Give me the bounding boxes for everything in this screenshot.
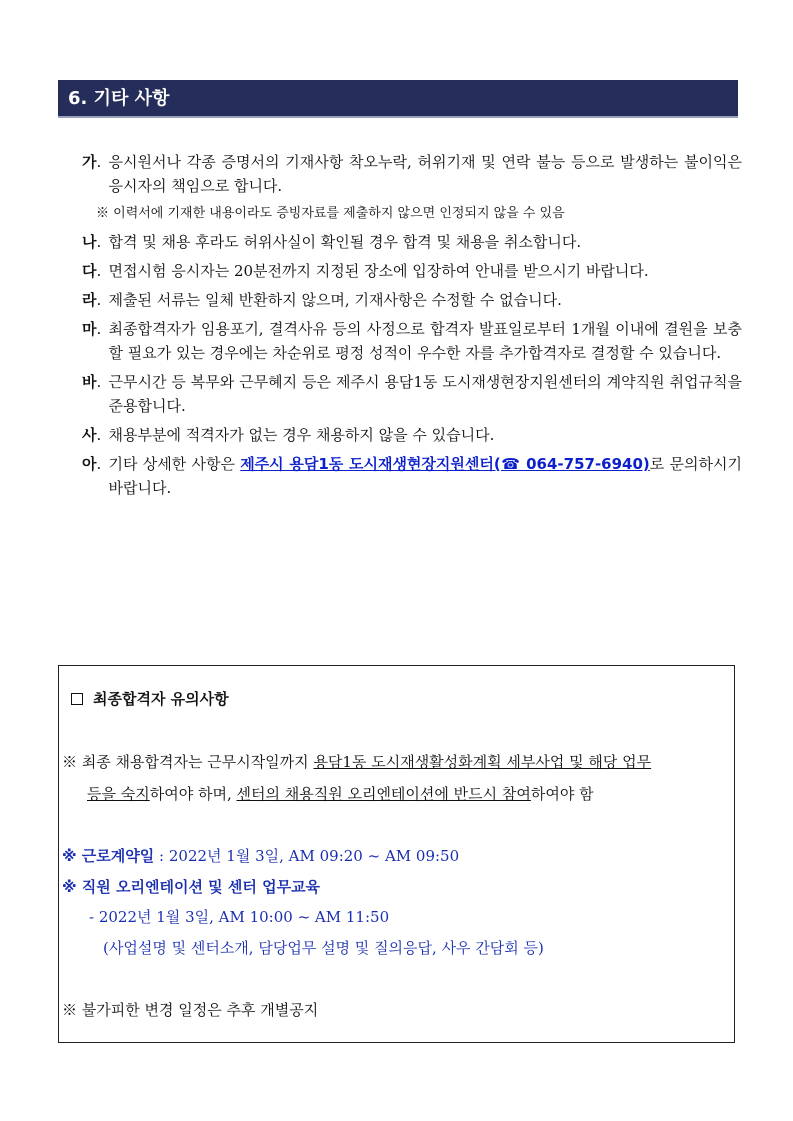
item-text: 면접시험 응시자는 20분전까지 지정된 장소에 입장하여 안내를 받으시기 바랍니다. bbox=[108, 262, 649, 280]
contract-date bbox=[62, 844, 459, 868]
section-header bbox=[58, 80, 738, 118]
list-item: 가 . 응시원서나 각종 증명서의 기재사항 착오누락, 허위기재 및 연락 불능 등으로 발생하는 불이익은 응시자의 책임으로 합니다. bbox=[82, 150, 742, 198]
item-text: 제출된 서류는 일체 반환하지 않으며, 기재사항은 수정할 수 없습니다. bbox=[108, 291, 562, 309]
item-marker: 가 bbox=[82, 153, 97, 171]
list-item: 바 . 근무시간 등 복무와 근무혜지 등은 제주시 용담1동 도시재생현장지원센터의 계약직원 취업규칙을 준용합니다. bbox=[82, 370, 742, 418]
final-notice-box bbox=[58, 665, 735, 1043]
contact-link[interactable]: 제주시 용담1동 도시재생현장지원센터(☎ 064-757-6940) bbox=[240, 455, 650, 473]
section-title: 6. 기타 사항 bbox=[68, 88, 170, 109]
item-text: 응시원서나 각종 증명서의 기재사항 착오누락, 허위기재 및 연락 불능 등으로 발생하는 불이익은 응시자의 책임으로 합니다. bbox=[108, 153, 742, 195]
requirement-underline: 용담1동 도시재생활성화계획 세부사업 및 해당 업무 bbox=[313, 753, 652, 771]
requirement-text: 하여야 함 bbox=[530, 785, 594, 803]
item-marker: 아 bbox=[82, 455, 97, 473]
item-text: 근무시간 등 복무와 근무혜지 등은 제주시 용담1동 도시재생현장지원센터의 계약직원 취업규칙을 준용합니다. bbox=[108, 373, 742, 415]
list-item: 라 . 제출된 서류는 일체 반환하지 않으며, 기재사항은 수정할 수 없습니다. bbox=[82, 288, 742, 312]
orientation-label: ※ 직원 오리엔테이션 및 센터 업무교육 bbox=[62, 878, 321, 896]
list-item: 아 . 기타 상세한 사항은 제주시 용담1동 도시재생현장지원센터(☎ 064-757-6940)로 문의하시기 바랍니다. bbox=[82, 452, 742, 500]
contract-value: : 2022년 1월 3일, AM 09:20 ~ AM 09:50 bbox=[154, 847, 460, 865]
item-text bbox=[109, 452, 743, 500]
list-item: 다 . 면접시험 응시자는 20분전까지 지정된 장소에 입장하여 안내를 받으시기 바랍니다. bbox=[82, 259, 742, 283]
item-marker: 마 bbox=[82, 320, 97, 338]
requirement-text: 하여야 하며, bbox=[149, 785, 237, 803]
hire-requirement-cont bbox=[87, 782, 594, 806]
requirement-underline: 등을 숙지 bbox=[87, 785, 150, 803]
item-text: 채용부분에 적격자가 없는 경우 채용하지 않을 수 있습니다. bbox=[108, 426, 495, 444]
requirement-text: ※ 최종 채용합격자는 근무시작일까지 bbox=[62, 753, 314, 771]
change-notice: ※ 불가피한 변경 일정은 추후 개별공지 bbox=[62, 1001, 319, 1019]
list-note: ※ 이력서에 기재한 내용이라도 증빙자료를 제출하지 않으면 인정되지 않을 수 있음 bbox=[96, 206, 565, 221]
item-marker: 나 bbox=[82, 233, 97, 251]
item-text: 합격 및 채용 후라도 허위사실이 확인될 경우 합격 및 채용을 취소합니다. bbox=[108, 233, 582, 251]
requirement-underline: 센터의 채용직원 오리엔테이션에 반드시 참여 bbox=[236, 785, 531, 803]
contract-label: ※ 근로계약일 bbox=[62, 847, 155, 865]
list-item: 나 . 합격 및 채용 후라도 허위사실이 확인될 경우 합격 및 채용을 취소합니다. bbox=[82, 230, 742, 254]
item-marker: 라 bbox=[82, 291, 97, 309]
item-marker: 바 bbox=[82, 373, 97, 391]
box-title bbox=[71, 688, 229, 709]
contact-suffix: 로 문의하시기 바랍니다. bbox=[108, 455, 742, 497]
box-title-text: 최종합격자 유의사항 bbox=[93, 690, 229, 708]
orientation-time: - 2022년 1월 3일, AM 10:00 ~ AM 11:50 bbox=[89, 908, 390, 926]
checkbox-square-icon bbox=[71, 693, 83, 705]
list-item: 사 . 채용부분에 적격자가 없는 경우 채용하지 않을 수 있습니다. bbox=[82, 423, 742, 447]
orientation-detail: (사업설명 및 센터소개, 담당업무 설명 및 질의응답, 사우 간담회 등) bbox=[103, 939, 544, 957]
item-text: 최종합격자가 임용포기, 결격사유 등의 사정으로 합격자 발표일로부터 1개월 이내에 결원을 보충할 필요가 있는 경우에는 차순위로 평정 성적이 우수한 자를 추가합격자로 결정할 수 있습니다. bbox=[108, 320, 742, 362]
item-marker: 다 bbox=[82, 262, 97, 280]
notice-list bbox=[82, 150, 742, 505]
item-marker: 사 bbox=[82, 426, 97, 444]
contact-prefix: 기타 상세한 사항은 bbox=[108, 455, 241, 473]
list-item: 마 . 최종합격자가 임용포기, 결격사유 등의 사정으로 합격자 발표일로부터 1개월 이내에 결원을 보충할 필요가 있는 경우에는 차순위로 평정 성적이 우수한 자를 추가합격자로 결정할 수 있습니다. bbox=[82, 317, 742, 365]
hire-requirement bbox=[62, 750, 730, 774]
